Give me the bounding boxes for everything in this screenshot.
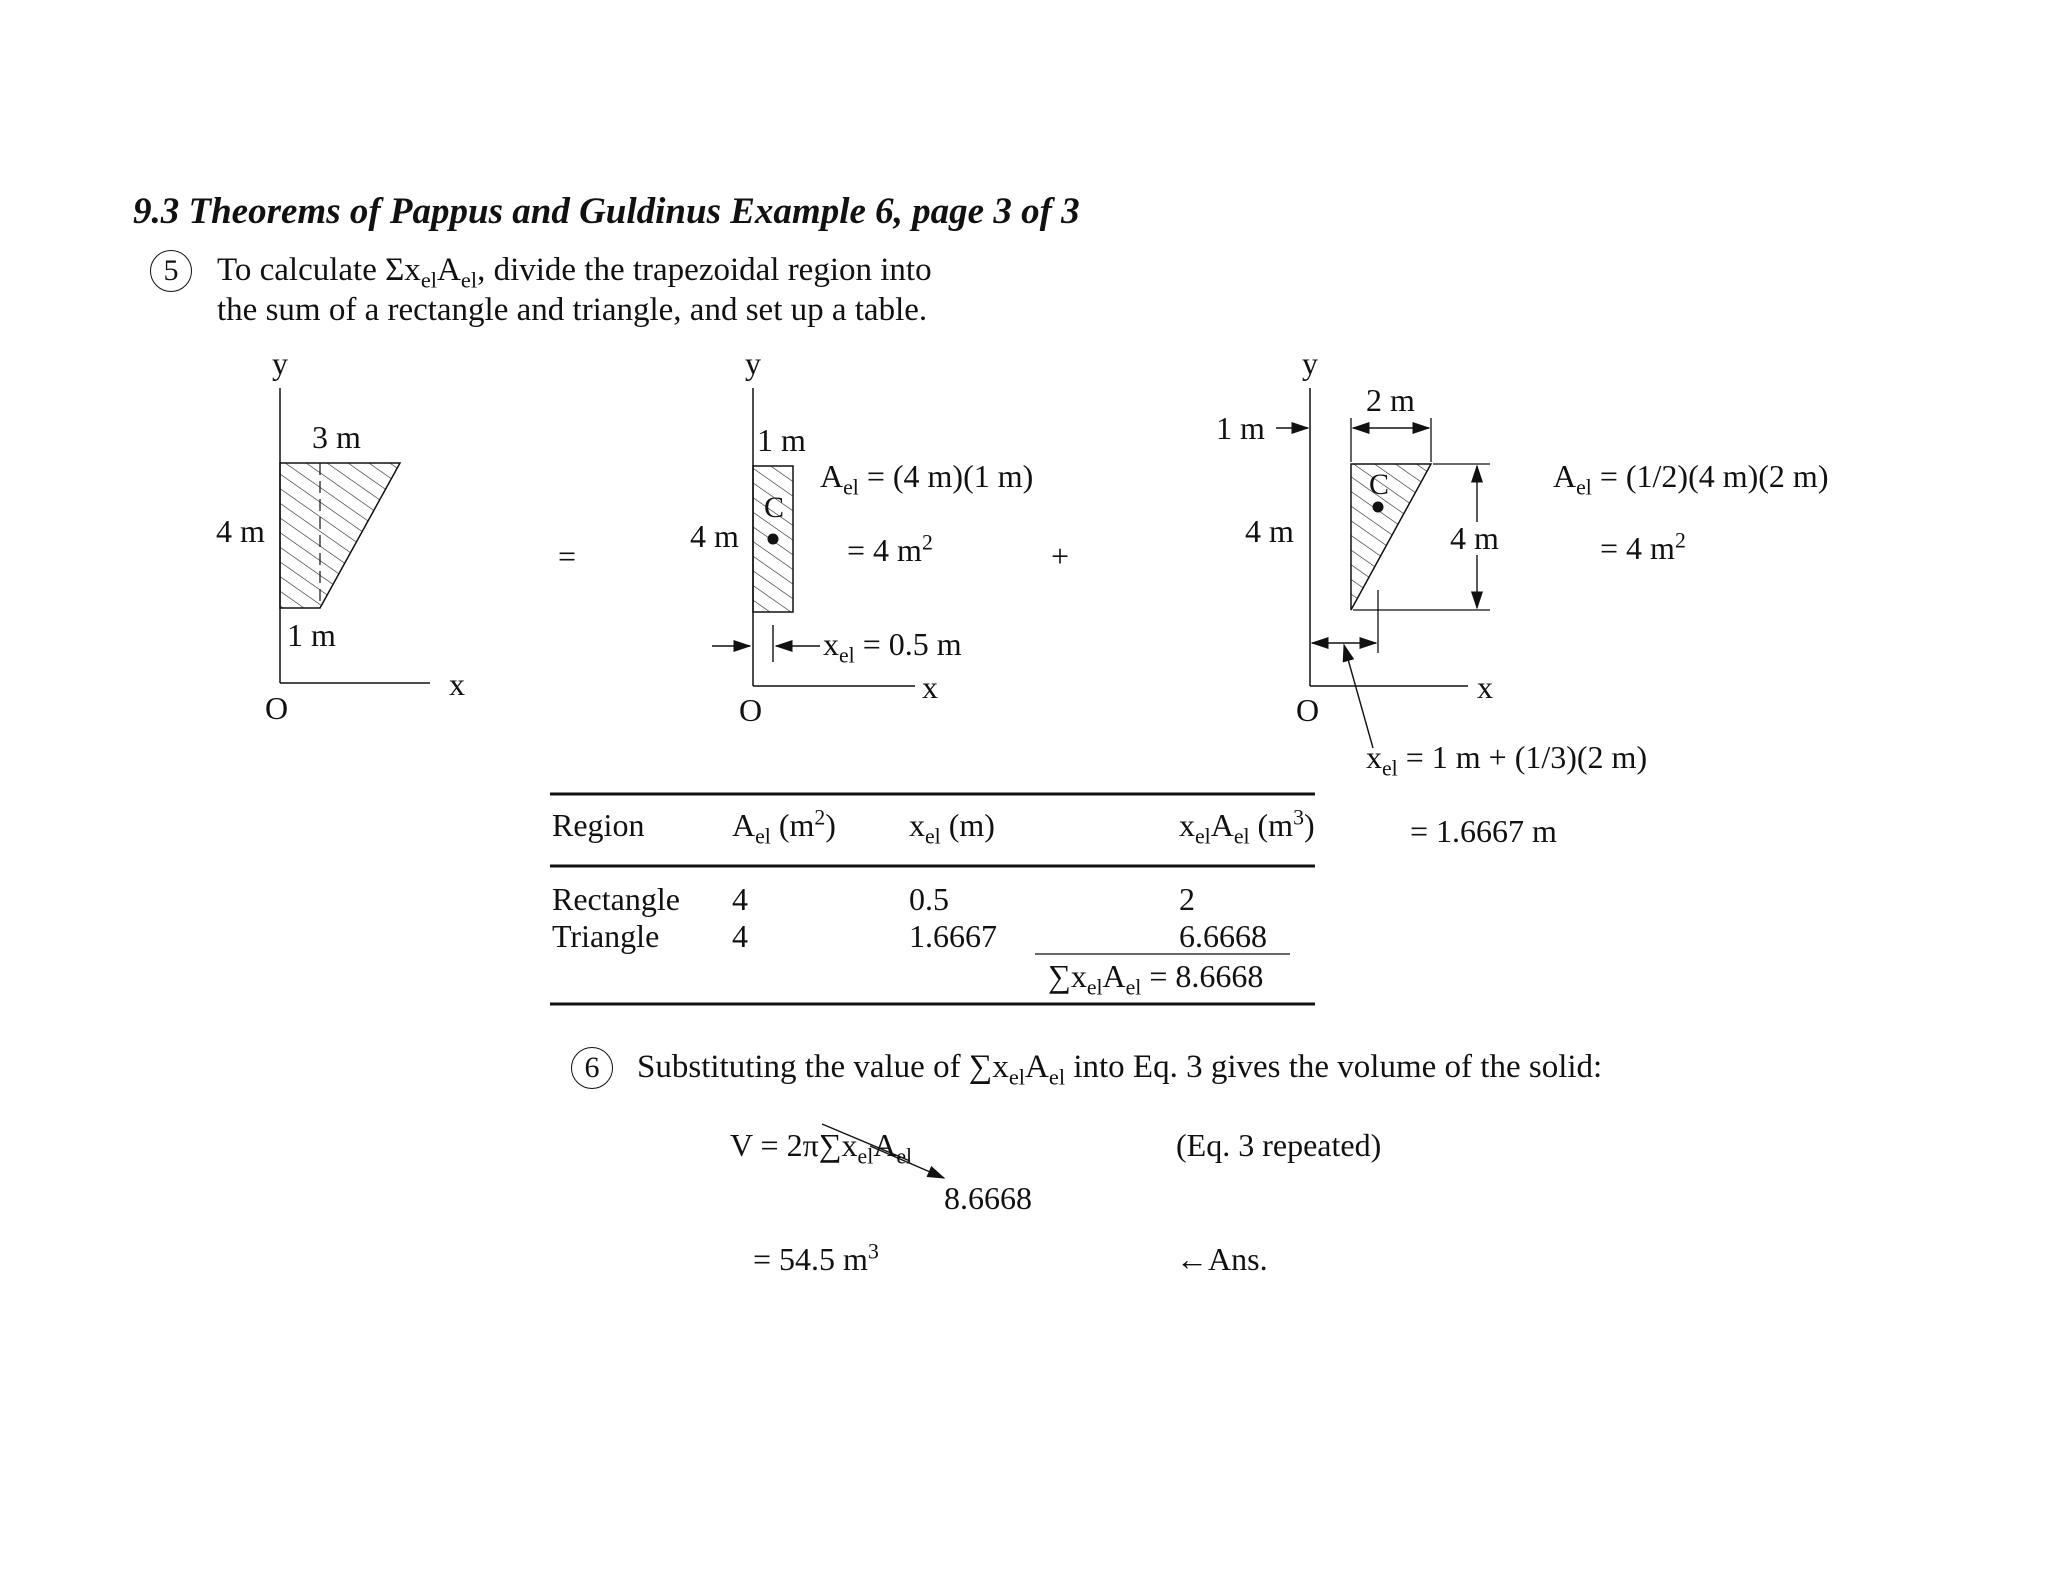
- table-cell-area: 4: [732, 918, 748, 954]
- step-6-number: 6: [571, 1047, 613, 1089]
- table-cell-xa: 2: [1179, 881, 1195, 917]
- rectangle-height-label: 4 m: [690, 518, 739, 554]
- triangle-area-result: = 4 $m^2$: [1600, 528, 1686, 566]
- triangle-x-label: x: [1477, 669, 1493, 705]
- equals-sign: =: [558, 538, 577, 574]
- substituted-value: 8.6668: [944, 1180, 1032, 1216]
- triangle-y-label: y: [1302, 345, 1318, 381]
- step-5-line1: To calculate $\Sigma x_{el}A_{el}$, divide the trapezoidal region into: [217, 252, 932, 293]
- equation-note: (Eq. 3 repeated): [1176, 1127, 1382, 1163]
- table-cell-x: 0.5: [909, 881, 949, 917]
- table-header-xa: $x_{el}A_{el}$ $(m^3)$: [1179, 805, 1315, 849]
- rectangle-origin-label: O: [739, 692, 763, 728]
- answer-marker: ←Ans.: [1176, 1241, 1268, 1277]
- rectangle-xel-label: $x_{el} = 0.5$ m: [823, 626, 962, 668]
- trapezoid-x-label: x: [449, 666, 465, 702]
- table-cell-x: 1.6667: [909, 918, 997, 954]
- table-sum: $\sum x_{el}A_{el} = 8.6668$: [1048, 958, 1264, 1000]
- triangle-region: [1351, 464, 1431, 610]
- table-cell-region: Triangle: [552, 918, 660, 954]
- step-5-line2: the sum of a rectangle and triangle, and set up a table.: [217, 292, 928, 328]
- triangle-offset-label: 1 m: [1216, 410, 1265, 446]
- table-cell-xa: 6.6668: [1179, 918, 1267, 954]
- rectangle-centroid-dot: [768, 534, 779, 545]
- table-cell-region: Rectangle: [552, 881, 680, 917]
- table-header-region: Region: [552, 807, 645, 843]
- triangle-xel-result: = 1.6667 m: [1410, 813, 1557, 849]
- table-header-area: $A_{el}$ $(m^2)$: [732, 805, 836, 849]
- table-header-x: $x_{el}$ (m): [909, 807, 995, 849]
- triangle-centroid-label: C: [1369, 468, 1390, 501]
- trapezoid-region: [280, 463, 400, 608]
- triangle-width-label: 2 m: [1366, 382, 1415, 418]
- trapezoid-bottom-width-label: 1 m: [287, 617, 336, 653]
- trapezoid-height-label: 4 m: [216, 513, 265, 549]
- rectangle-centroid-label: C: [764, 491, 785, 524]
- plus-sign: +: [1051, 538, 1070, 574]
- rectangle-y-label: y: [745, 345, 761, 381]
- rectangle-area-result: = 4 $m^2$: [847, 530, 933, 568]
- triangle-xel-label: $x_{el} = 1$ m + (1/3)(2 m): [1366, 739, 1648, 781]
- triangle-area-expr: $A_{el} = (1/2)(4$ m)(2 m): [1553, 458, 1829, 500]
- step-6-text: Substituting the value of $\sum x_{el}A_{el}$ into Eq. 3 gives the volume of the solid:: [637, 1049, 1603, 1090]
- step-5-number: 5: [150, 250, 192, 292]
- rectangle-x-label: x: [922, 669, 938, 705]
- triangle-left-height-label: 4 m: [1245, 513, 1294, 549]
- table-cell-area: 4: [732, 881, 748, 917]
- volume-result: = 54.5 $m^3$: [753, 1239, 879, 1277]
- page-title: 9.3 Theorems of Pappus and Guldinus Example 6, page 3 of 3: [133, 191, 1080, 232]
- trapezoid-origin-label: O: [265, 690, 289, 726]
- trapezoid-top-width-label: 3 m: [312, 419, 361, 455]
- triangle-right-height-label: 4 m: [1450, 520, 1499, 556]
- rectangle-area-expr: $A_{el} = (4$ m)(1 m): [820, 458, 1034, 500]
- volume-equation: $V = 2\pi\sum x_{el}A_{el}$: [730, 1127, 913, 1169]
- triangle-centroid-dot: [1373, 502, 1384, 513]
- triangle-origin-label: O: [1296, 692, 1320, 728]
- rectangle-width-label: 1 m: [757, 422, 806, 458]
- trapezoid-y-label: y: [272, 345, 288, 381]
- triangle-xel-leader: [1344, 645, 1373, 748]
